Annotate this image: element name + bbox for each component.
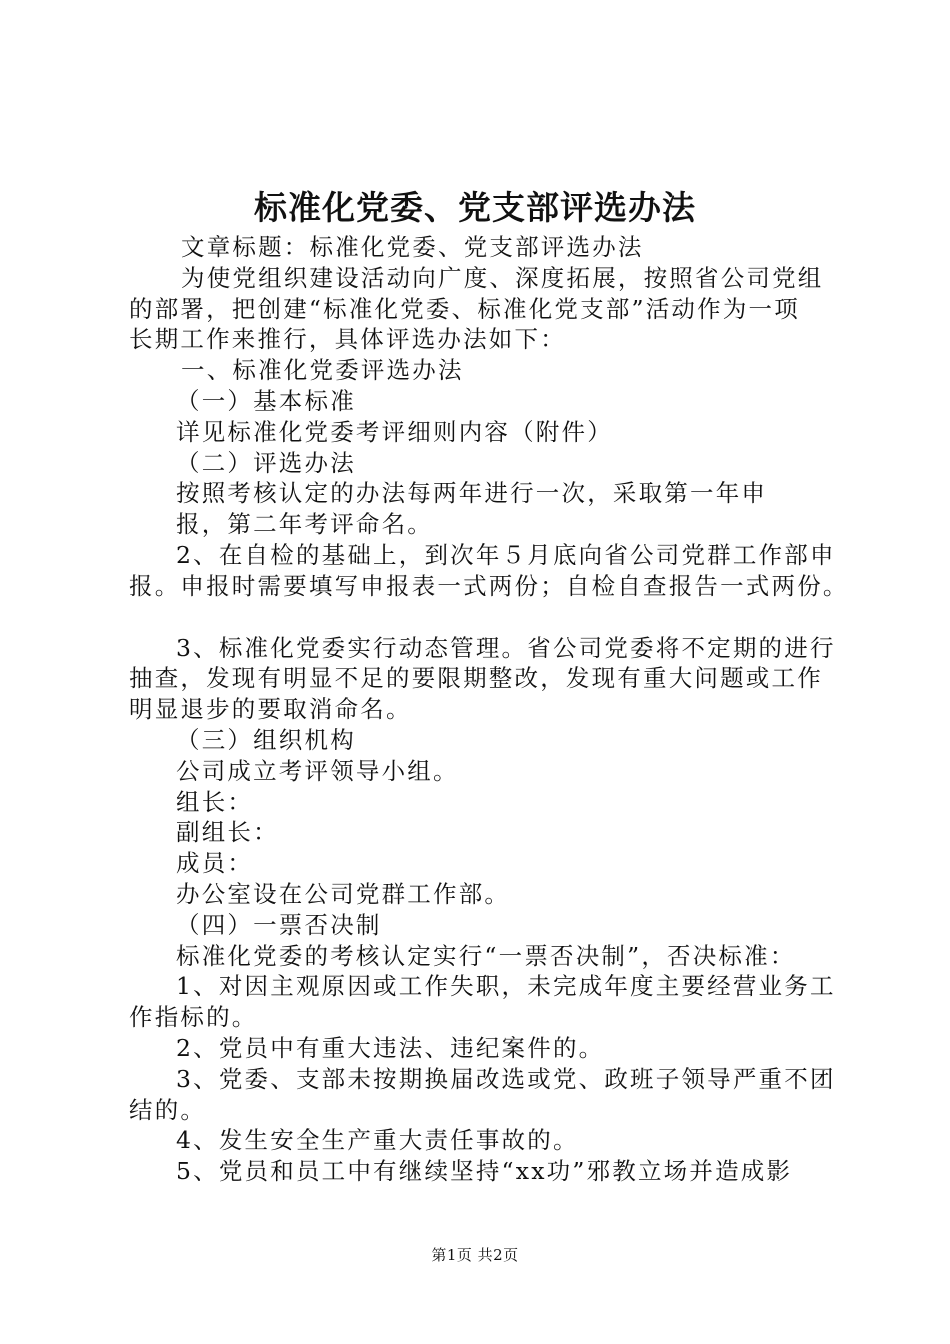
- paragraph-line: 报，第二年考评命名。: [176, 510, 433, 539]
- subsection-heading: （二）评选办法: [176, 448, 356, 477]
- paragraph-line: 公司成立考评领导小组。: [176, 756, 459, 785]
- paragraph-line: 成员：: [176, 849, 254, 878]
- paragraph-line: 报。申报时需要填写申报表一式两份；自检自查报告一式两份。: [129, 571, 849, 600]
- subsection-heading: （四）一票否决制: [176, 910, 382, 939]
- section-heading: 一、标准化党委评选办法: [181, 356, 464, 385]
- spacer: [129, 602, 829, 633]
- page-footer: 第1页 共2页: [431, 1246, 519, 1264]
- subsection-heading: （三）组织机构: [176, 725, 356, 754]
- paragraph-line: 结的。: [129, 1095, 207, 1124]
- numbered-item: 4、发生安全生产重大责任事故的。: [176, 1126, 579, 1155]
- paragraph-line: 办公室设在公司党群工作部。: [176, 879, 511, 908]
- paragraph-line: 抽查，发现有明显不足的要限期整改，发现有重大问题或工作: [129, 664, 823, 693]
- numbered-item: 3、标准化党委实行动态管理。省公司党委将不定期的进行: [176, 633, 836, 662]
- subsection-heading: （一）基本标准: [176, 386, 356, 415]
- numbered-item: 2、在自检的基础上，到次年５月底向省公司党群工作部申: [176, 540, 836, 569]
- paragraph-line: 长期工作来推行，具体评选办法如下：: [129, 325, 566, 354]
- paragraph-line: 标准化党委的考核认定实行“一票否决制”，否决标准：: [176, 941, 796, 970]
- paragraph-line: 的部署，把创建“标准化党委、标准化党支部”活动作为一项: [129, 294, 800, 323]
- paragraph-line: 副组长：: [176, 818, 279, 847]
- paragraph-line: 按照考核认定的办法每两年进行一次，采取第一年申: [176, 479, 768, 508]
- numbered-item: 5、党员和员工中有继续坚持“xx功”邪教立场并造成影: [176, 1157, 793, 1186]
- document-body: [129, 232, 849, 1187]
- numbered-item: 3、党委、支部未按期换届改选或党、政班子领导严重不团: [176, 1064, 836, 1093]
- paragraph-line: 详见标准化党委考评细则内容（附件）: [176, 417, 613, 446]
- paragraph-line: 明显退步的要取消命名。: [129, 695, 412, 724]
- paragraph-line: 组长：: [176, 787, 254, 816]
- paragraph-line: 为使党组织建设活动向广度、深度拓展，按照省公司党组: [181, 263, 824, 292]
- numbered-item: 2、党员中有重大违法、违纪案件的。: [176, 1033, 605, 1062]
- numbered-item: 1、对因主观原因或工作失职，未完成年度主要经营业务工: [176, 972, 836, 1001]
- paragraph-line: 作指标的。: [129, 1003, 258, 1032]
- article-title-line: 文章标题：标准化党委、党支部评选办法: [181, 233, 644, 261]
- document-title: 标准化党委、党支部评选办法: [254, 188, 696, 227]
